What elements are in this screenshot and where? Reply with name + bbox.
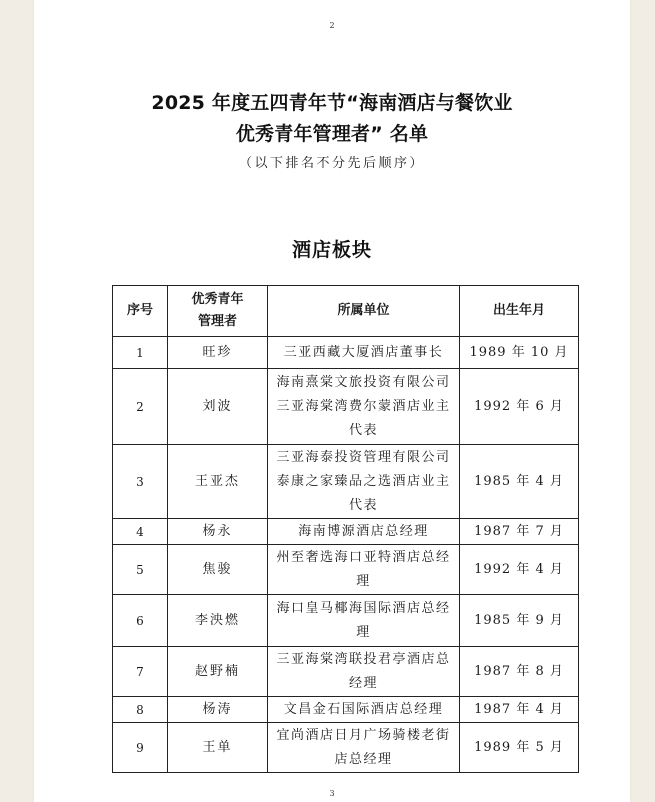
table-row [113, 697, 579, 723]
table-header-row [113, 286, 579, 337]
row-birth: 1987 年 8 月 [460, 647, 579, 697]
row-birth: 1987 年 4 月 [460, 697, 579, 723]
roster-table [112, 285, 579, 773]
row-name: 王亚杰 [168, 445, 268, 519]
subtitle: （以下排名不分先后顺序） [238, 156, 425, 171]
row-index: 3 [113, 445, 168, 519]
column-header-index: 序号 [113, 286, 168, 337]
page-number-top: 2 [329, 21, 335, 30]
row-name: 李泱燃 [168, 595, 268, 647]
row-index: 4 [113, 519, 168, 545]
row-unit: 海南博源酒店总经理 [268, 519, 460, 545]
row-name: 刘波 [168, 369, 268, 445]
row-index: 2 [113, 369, 168, 445]
column-header-manager-line2: 管理者 [197, 314, 237, 329]
column-header-unit: 所属单位 [268, 286, 460, 337]
title-line-2: 优秀青年管理者” 名单 [235, 123, 429, 145]
row-birth: 1992 年 4 月 [460, 545, 579, 595]
row-birth: 1989 年 5 月 [460, 723, 579, 773]
column-header-birth: 出生年月 [460, 286, 579, 337]
row-index: 5 [113, 545, 168, 595]
row-name: 王单 [168, 723, 268, 773]
row-birth: 1992 年 6 月 [460, 369, 579, 445]
row-unit: 三亚海棠湾联投君亭酒店总经理 [268, 647, 460, 697]
page-number-bottom: 3 [329, 789, 335, 798]
row-index: 8 [113, 697, 168, 723]
row-birth: 1989 年 10 月 [460, 337, 579, 369]
column-header-manager [168, 286, 268, 337]
row-name: 杨永 [168, 519, 268, 545]
row-index: 1 [113, 337, 168, 369]
row-birth: 1985 年 4 月 [460, 445, 579, 519]
row-name: 杨涛 [168, 697, 268, 723]
row-unit: 三亚海泰投资管理有限公司泰康之家臻品之选酒店业主代表 [268, 445, 460, 519]
table-row [113, 445, 579, 519]
title-line-1: 2025 年度五四青年节“海南酒店与餐饮业 [151, 92, 513, 114]
row-index: 9 [113, 723, 168, 773]
table-row [113, 723, 579, 773]
row-name: 旺珍 [168, 337, 268, 369]
table-row [113, 369, 579, 445]
row-unit: 宜尚酒店日月广场骑楼老街店总经理 [268, 723, 460, 773]
section-title: 酒店板块 [291, 239, 372, 261]
table-row [113, 647, 579, 697]
row-index: 7 [113, 647, 168, 697]
row-name: 焦骏 [168, 545, 268, 595]
row-unit: 州至奢选海口亚特酒店总经理 [268, 545, 460, 595]
row-unit: 海南熹棠文旅投资有限公司三亚海棠湾费尔蒙酒店业主代表 [268, 369, 460, 445]
table-row [113, 337, 579, 369]
row-birth: 1987 年 7 月 [460, 519, 579, 545]
column-header-manager-line1: 优秀青年 [191, 292, 244, 307]
table-row [113, 519, 579, 545]
row-unit: 文昌金石国际酒店总经理 [268, 697, 460, 723]
row-unit: 三亚西藏大厦酒店董事长 [268, 337, 460, 369]
row-birth: 1985 年 9 月 [460, 595, 579, 647]
table-row [113, 545, 579, 595]
row-unit: 海口皇马椰海国际酒店总经理 [268, 595, 460, 647]
row-index: 6 [113, 595, 168, 647]
table-row [113, 595, 579, 647]
document-page [34, 0, 630, 802]
row-name: 赵野楠 [168, 647, 268, 697]
